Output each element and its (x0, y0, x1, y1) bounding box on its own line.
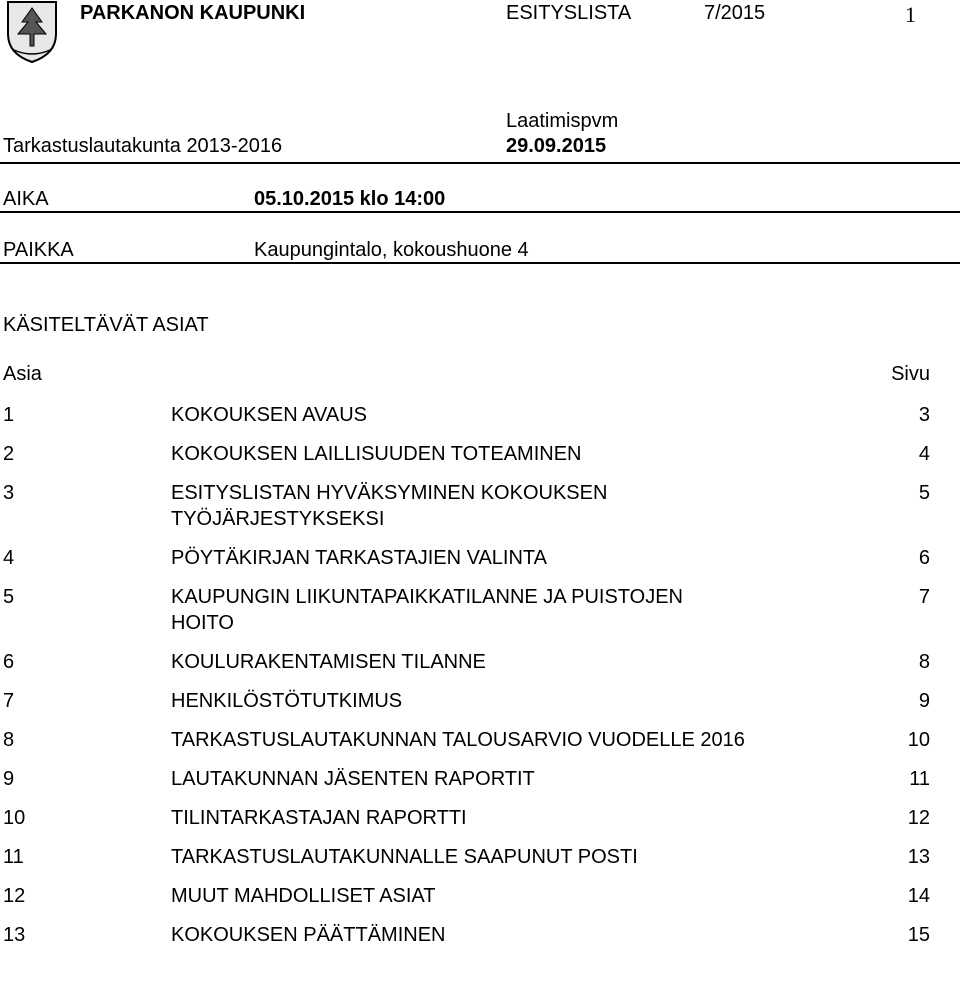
agenda-item-page: 11 (909, 768, 930, 790)
agenda-item (0, 844, 960, 870)
agenda-list (0, 402, 960, 961)
agenda-item (0, 766, 960, 792)
agenda-item-title: PÖYTÄKIRJAN TARKASTAJIEN VALINTA (171, 547, 548, 569)
agenda-item-page: 7 (918, 586, 930, 608)
agenda-item-page: 15 (907, 924, 930, 946)
agenda-item (0, 883, 960, 909)
agenda-item-title: KOKOUKSEN LAILLISUUDEN TOTEAMINEN (171, 443, 582, 465)
column-header-item: Asia (3, 363, 42, 385)
board-name: Tarkastuslautakunta 2013-2016 (3, 135, 283, 157)
agenda-item (0, 922, 960, 948)
agenda-item-number: 12 (3, 885, 26, 907)
column-header-page: Sivu (891, 363, 930, 385)
date-label: Laatimispvm (506, 110, 619, 132)
agenda-item-title: KAUPUNGIN LIIKUNTAPAIKKATILANNE JA PUISTOJEN HOITO (171, 586, 683, 634)
agenda-item (0, 441, 960, 467)
agenda-item (0, 649, 960, 675)
agenda-item-number: 4 (3, 547, 15, 569)
agenda-item-page: 8 (918, 651, 930, 673)
agenda-item-number: 11 (3, 846, 24, 868)
agenda-item-number: 7 (3, 690, 15, 712)
agenda-item-page: 3 (918, 404, 930, 426)
agenda-item-title: KOKOUKSEN AVAUS (171, 404, 367, 426)
header-divider (0, 162, 960, 164)
agenda-item-number: 2 (3, 443, 15, 465)
agenda-item-number: 5 (3, 586, 15, 608)
agenda-item-page: 14 (907, 885, 930, 907)
time-label: AIKA (3, 188, 49, 210)
page-number: 1 (905, 2, 916, 27)
agenda-item-title: TILINTARKASTAJAN RAPORTTI (171, 807, 467, 829)
agenda-item-page: 10 (907, 729, 930, 751)
section-title: KÄSITELTÄVÄT ASIAT (3, 314, 209, 336)
agenda-item-number: 9 (3, 768, 15, 790)
agenda-item-page: 5 (918, 482, 930, 504)
agenda-item-title: ESITYSLISTAN HYVÄKSYMINEN KOKOUKSEN TYÖJÄRJESTYKSEKSI (171, 482, 608, 530)
agenda-item (0, 688, 960, 714)
time-value: 05.10.2015 klo 14:00 (254, 188, 446, 210)
agenda-item-title: KOULURAKENTAMISEN TILANNE (171, 651, 486, 673)
date-value: 29.09.2015 (506, 135, 607, 157)
agenda-item-title: MUUT MAHDOLLISET ASIAT (171, 885, 436, 907)
place-value: Kaupungintalo, kokoushuone 4 (254, 239, 529, 261)
agenda-item-page: 12 (907, 807, 930, 829)
agenda-item-page: 9 (918, 690, 930, 712)
agenda-item-number: 8 (3, 729, 15, 751)
document-type: ESITYSLISTA (506, 2, 632, 24)
agenda-item-number: 13 (3, 924, 26, 946)
agenda-item-page: 13 (907, 846, 930, 868)
agenda-item (0, 480, 960, 532)
agenda-item-number: 3 (3, 482, 15, 504)
agenda-item (0, 584, 960, 636)
agenda-item (0, 545, 960, 571)
document-number: 7/2015 (704, 2, 766, 24)
agenda-item (0, 402, 960, 428)
agenda-item-title: KOKOUKSEN PÄÄTTÄMINEN (171, 924, 446, 946)
agenda-item (0, 805, 960, 831)
city-coat-of-arms-icon (4, 0, 60, 64)
time-divider (0, 211, 960, 213)
agenda-item-page: 4 (918, 443, 930, 465)
agenda-item-title: TARKASTUSLAUTAKUNNALLE SAAPUNUT POSTI (171, 846, 638, 868)
agenda-item-number: 10 (3, 807, 26, 829)
agenda-item-title: TARKASTUSLAUTAKUNNAN TALOUSARVIO VUODELLE 2016 (171, 729, 745, 751)
place-label: PAIKKA (3, 239, 74, 261)
agenda-item-number: 6 (3, 651, 15, 673)
place-divider (0, 262, 960, 264)
agenda-item (0, 727, 960, 753)
organization-name: PARKANON KAUPUNKI (80, 2, 306, 24)
agenda-item-title: HENKILÖSTÖTUTKIMUS (171, 690, 403, 712)
agenda-item-number: 1 (3, 404, 15, 426)
agenda-item-page: 6 (918, 547, 930, 569)
agenda-item-title: LAUTAKUNNAN JÄSENTEN RAPORTIT (171, 768, 535, 790)
